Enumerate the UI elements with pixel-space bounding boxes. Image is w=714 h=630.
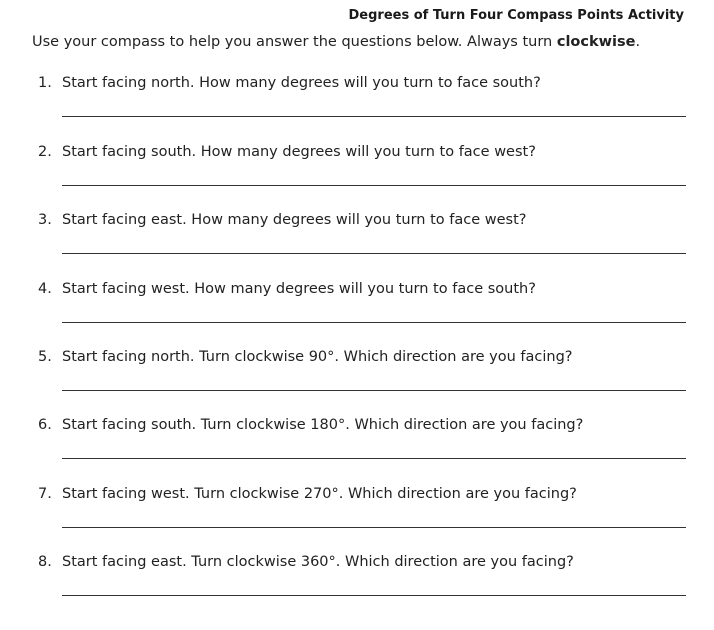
answer-line[interactable] xyxy=(62,185,686,186)
question-1 xyxy=(38,75,686,135)
question-number: 3. xyxy=(38,212,52,228)
answer-line[interactable] xyxy=(62,595,686,596)
question-2 xyxy=(38,144,686,204)
question-number: 2. xyxy=(38,144,52,160)
question-7 xyxy=(38,486,686,546)
question-text: Start facing south. How many degrees will you turn to face west? xyxy=(62,144,536,160)
answer-line[interactable] xyxy=(62,253,686,254)
question-5 xyxy=(38,349,686,409)
question-text: Start facing north. Turn clockwise 90°. Which direction are you facing? xyxy=(62,349,573,365)
instructions-end: . xyxy=(635,34,641,50)
answer-line[interactable] xyxy=(62,322,686,323)
question-text: Start facing east. Turn clockwise 360°. Which direction are you facing? xyxy=(62,554,574,570)
question-text: Start facing west. Turn clockwise 270°. Which direction are you facing? xyxy=(62,486,577,502)
page-title: Degrees of Turn Four Compass Points Activity xyxy=(348,8,684,23)
answer-line[interactable] xyxy=(62,458,686,459)
question-number: 5. xyxy=(38,349,52,365)
question-8 xyxy=(38,554,686,614)
question-number: 6. xyxy=(38,417,52,433)
answer-line[interactable] xyxy=(62,390,686,391)
question-3 xyxy=(38,212,686,272)
question-number: 8. xyxy=(38,554,52,570)
instructions xyxy=(32,34,640,50)
instructions-text: Use your compass to help you answer the questions below. Always turn xyxy=(32,34,557,50)
question-number: 1. xyxy=(38,75,52,91)
question-text: Start facing west. How many degrees will you turn to face south? xyxy=(62,281,536,297)
question-number: 7. xyxy=(38,486,52,502)
question-number: 4. xyxy=(38,281,52,297)
question-6 xyxy=(38,417,686,477)
question-4 xyxy=(38,281,686,341)
instructions-emphasis: clockwise xyxy=(556,34,636,50)
question-text: Start facing south. Turn clockwise 180°. Which direction are you facing? xyxy=(62,417,584,433)
question-text: Start facing north. How many degrees will you turn to face south? xyxy=(62,75,541,91)
question-text: Start facing east. How many degrees will you turn to face west? xyxy=(62,212,527,228)
answer-line[interactable] xyxy=(62,116,686,117)
answer-line[interactable] xyxy=(62,527,686,528)
